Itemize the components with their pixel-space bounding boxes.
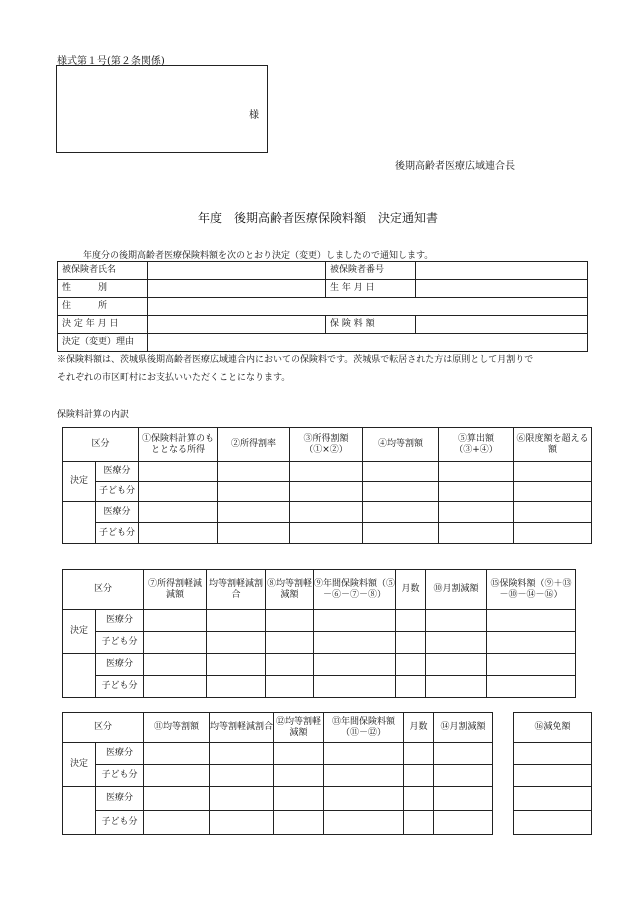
premium-amount-value: [416, 316, 588, 334]
col-per-capita-2: ⑪均等割額: [144, 713, 210, 743]
col-per-capita-reduction: ⑧均等割軽減額: [266, 570, 314, 610]
addressee-suffix: 様: [249, 110, 259, 121]
child-label: 子ども分: [96, 765, 144, 787]
premium-amount-label: 保 険 料 額: [326, 316, 416, 334]
col-annual-premium-2: ⑬年間保険料額（⑪－⑫）: [324, 713, 404, 743]
decision-label: 決定: [63, 743, 96, 787]
medical-label: 医療分: [96, 743, 144, 765]
col-monthly-reduction-2: ⑭月割減額: [434, 713, 493, 743]
reason-value: [148, 334, 588, 352]
note-line-2: それぞれの市区町村にお支払いいただくことになります。: [57, 373, 291, 383]
col-premium-total: ⑮保険料額（⑨＋⑬－⑩－⑭－⑯）: [487, 570, 576, 610]
col-reduction-ratio: 均等割軽減割合: [207, 570, 266, 610]
form-number: 様式第１号(第２条関係): [57, 56, 165, 67]
breakdown-title: 保険料計算の内訳: [57, 410, 130, 420]
address-value: [148, 298, 588, 316]
calc-table-3: [62, 712, 493, 835]
decision-label: 決定: [63, 610, 96, 654]
intro-text: 年度分の後期高齢者医療保険料額を次のとおり決定（変更）しましたので通知します。: [83, 251, 434, 261]
col-calculated: ⑤算出額（③+④）: [439, 428, 514, 462]
decision-date-value: [148, 316, 326, 334]
issuer: 後期高齢者医療広域連合長: [395, 161, 515, 172]
child-label: 子ども分: [96, 482, 139, 502]
insured-name-label: 被保険者氏名: [58, 262, 148, 280]
col-reduction-ratio-2: 均等割軽減割合: [210, 713, 274, 743]
col-base-income: ①保険料計算のもととなる所得: [139, 428, 218, 462]
medical-label: 医療分: [96, 502, 139, 523]
medical-label: 医療分: [96, 610, 144, 632]
category-header: 区分: [63, 713, 144, 743]
medical-label: 医療分: [96, 654, 144, 676]
calc-table-1: [62, 427, 592, 544]
insured-info-table: [57, 261, 588, 352]
addressee-box: [56, 65, 268, 153]
document-title: 年度 後期高齢者医療保険料額 決定通知書: [198, 211, 439, 225]
address-label: 住 所: [58, 298, 148, 316]
col-per-capita-reduction-2: ⑫均等割軽減額: [274, 713, 324, 743]
col-income-rate: ②所得割率: [218, 428, 290, 462]
insured-number-value: [416, 262, 588, 280]
note-line-1: ※保険料額は、茨城県後期高齢者医療広域連合内においての保険料です。茨城県で転居された方は原則として月割りで: [57, 355, 534, 365]
col-income-reduction: ⑦所得割軽減減額: [144, 570, 207, 610]
col-months-2: 月数: [404, 713, 434, 743]
decision-date-label: 決 定 年 月 日: [58, 316, 148, 334]
sex-label: 性 別: [58, 280, 148, 298]
category-header: 区分: [63, 570, 144, 610]
birthdate-label: 生 年 月 日: [326, 280, 416, 298]
medical-label: 医療分: [96, 462, 139, 482]
col-income-amount: ③所得割額（①×②）: [290, 428, 363, 462]
exemption-table: [513, 712, 592, 835]
col-over-limit: ⑥限度額を超える額: [514, 428, 592, 462]
col-per-capita: ④均等割額: [363, 428, 439, 462]
child-label: 子ども分: [96, 632, 144, 654]
child-label: 子ども分: [96, 676, 144, 698]
category-header: 区分: [63, 428, 139, 462]
decision-label: 決定: [63, 462, 96, 502]
birthdate-value: [416, 280, 588, 298]
col-monthly-reduction: ⑩月割減額: [426, 570, 487, 610]
calc-table-2: [62, 569, 576, 698]
col-exemption: ⑯減免額: [514, 713, 592, 743]
insured-name-value: [148, 262, 326, 280]
insured-number-label: 被保険者番号: [326, 262, 416, 280]
reason-label: 決定（変更）理由: [58, 334, 148, 352]
medical-label: 医療分: [96, 787, 144, 811]
sex-value: [148, 280, 326, 298]
child-label: 子ども分: [96, 523, 139, 544]
col-months: 月数: [396, 570, 426, 610]
child-label: 子ども分: [96, 811, 144, 835]
col-annual-premium: ⑨年間保険料額（⑤－⑥－⑦－⑧）: [314, 570, 396, 610]
